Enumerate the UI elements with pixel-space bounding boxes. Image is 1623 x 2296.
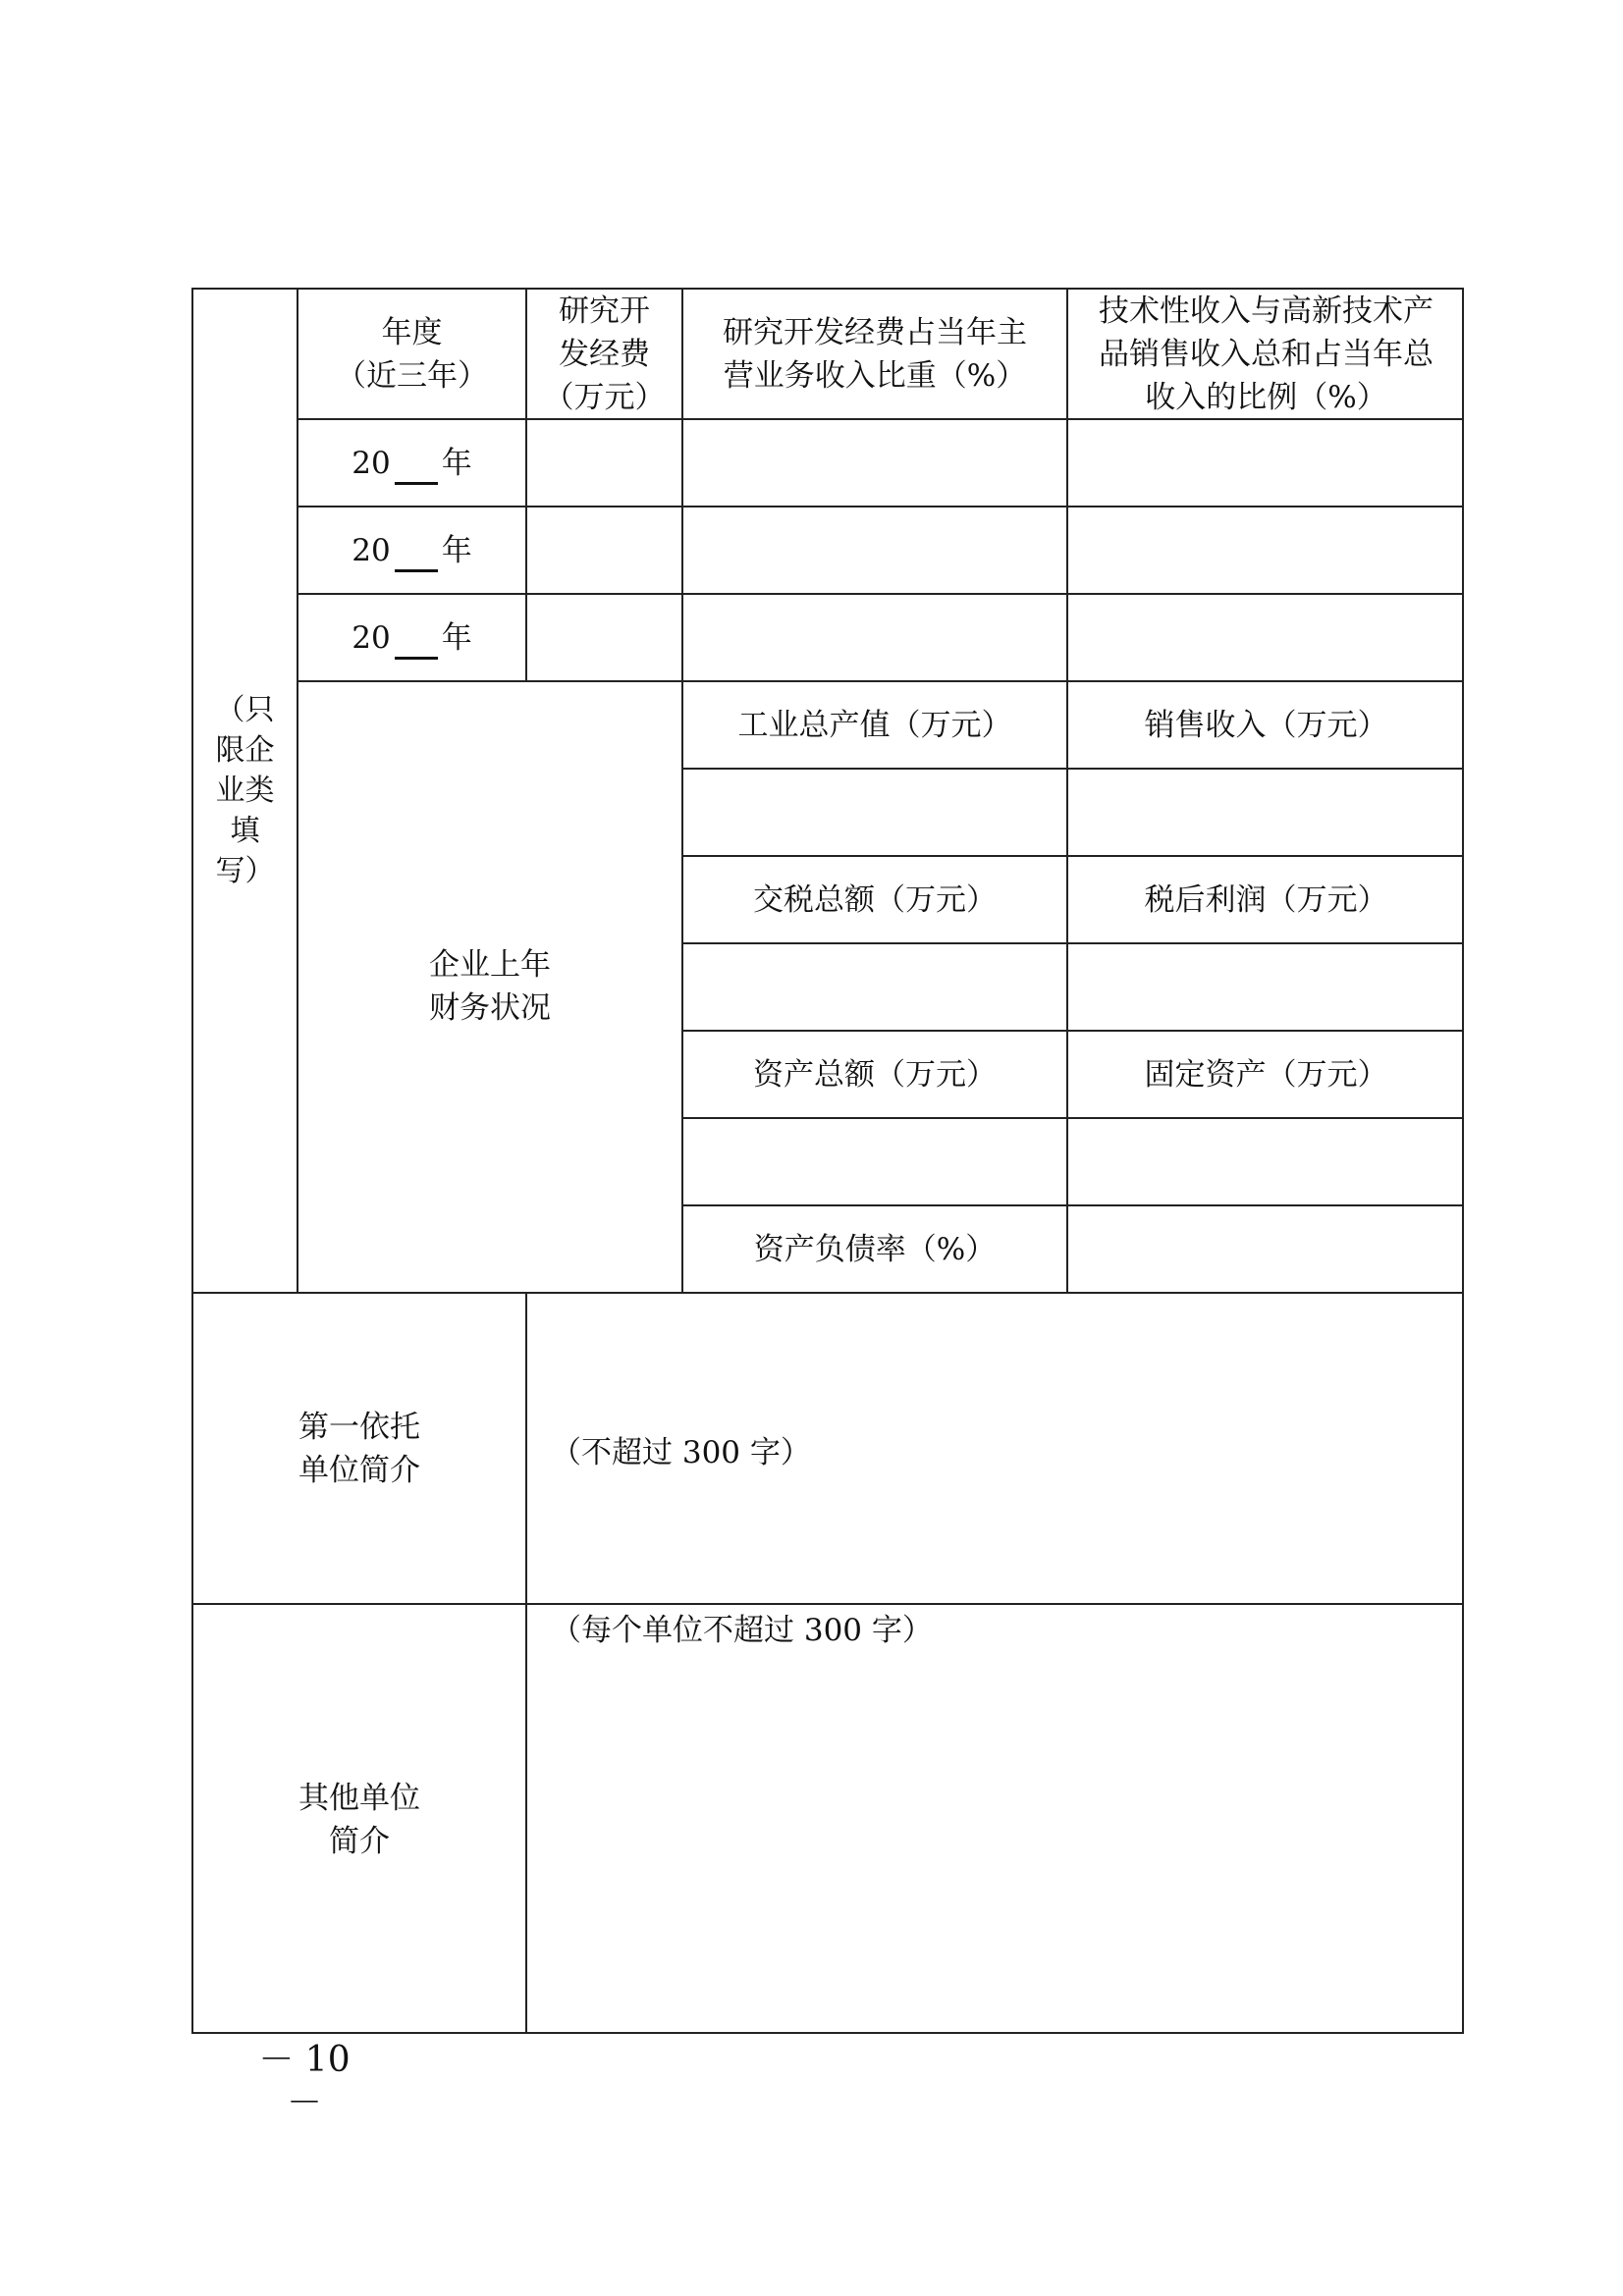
- rd-cost-field-2[interactable]: [527, 507, 681, 593]
- rd-cost-field-1[interactable]: [527, 420, 681, 506]
- other-units-intro-field[interactable]: [527, 1605, 1464, 2034]
- year-prefix: 20: [352, 619, 391, 656]
- sales-income-field[interactable]: [1068, 770, 1464, 855]
- year-blank-field[interactable]: [395, 536, 438, 572]
- tax-total-label: 交税总额（万元）: [753, 881, 997, 918]
- rd-ratio-field-2[interactable]: [683, 507, 1066, 593]
- tech-income-field-3[interactable]: [1068, 595, 1464, 680]
- first-unit-hint: （不超过 300 字）: [551, 1435, 811, 1470]
- year-suffix: 年: [441, 619, 472, 656]
- debt-ratio-label: 资产负债率（%）: [753, 1231, 997, 1267]
- header-year: 年度 （近三年）: [336, 314, 488, 394]
- rd-ratio-field-1[interactable]: [683, 420, 1066, 506]
- year-suffix: 年: [441, 445, 472, 481]
- after-tax-profit-label: 税后利润（万元）: [1144, 881, 1388, 918]
- total-assets-label: 资产总额（万元）: [753, 1056, 997, 1093]
- industrial-output-label: 工业总产值（万元）: [737, 707, 1012, 743]
- debt-ratio-field[interactable]: [1068, 1206, 1464, 1292]
- year-suffix: 年: [441, 532, 472, 568]
- other-units-hint: （每个单位不超过 300 字）: [551, 1613, 933, 1648]
- rd-cost-field-3[interactable]: [527, 595, 681, 680]
- year-row-2-label: [298, 507, 525, 593]
- fixed-assets-field[interactable]: [1068, 1119, 1464, 1204]
- first-unit-intro-field[interactable]: [527, 1294, 1464, 1603]
- header-tech-income: 技术性收入与高新技术产 品销售收入总和占当年总 收入的比例（%）: [1099, 293, 1434, 415]
- rd-ratio-field-3[interactable]: [683, 595, 1066, 680]
- page-number: － 10 －: [258, 2040, 351, 2123]
- first-unit-label: 第一依托 单位简介: [298, 1409, 420, 1488]
- year-blank-field[interactable]: [395, 449, 438, 485]
- year-row-1-label: [298, 420, 525, 506]
- tech-income-field-1[interactable]: [1068, 420, 1464, 506]
- tech-income-field-2[interactable]: [1068, 507, 1464, 593]
- total-assets-field[interactable]: [683, 1119, 1066, 1204]
- sales-income-label: 销售收入（万元）: [1144, 707, 1388, 743]
- year-blank-field[interactable]: [395, 623, 438, 660]
- other-units-label: 其他单位 简介: [298, 1780, 420, 1859]
- year-prefix: 20: [352, 445, 391, 481]
- header-rd-ratio: 研究开发经费占当年主 营业务收入比重（%）: [723, 314, 1027, 394]
- after-tax-profit-field[interactable]: [1068, 944, 1464, 1030]
- tax-total-field[interactable]: [683, 944, 1066, 1030]
- fixed-assets-label: 固定资产（万元）: [1144, 1056, 1388, 1093]
- finance-label: 企业上年 财务状况: [429, 947, 551, 1026]
- side-label: （只 限企 业类 填 写）: [215, 692, 275, 888]
- year-row-3-label: [298, 595, 525, 680]
- industrial-output-field[interactable]: [683, 770, 1066, 855]
- year-prefix: 20: [352, 532, 391, 568]
- header-rd-cost: 研究开 发经费 （万元）: [543, 293, 666, 415]
